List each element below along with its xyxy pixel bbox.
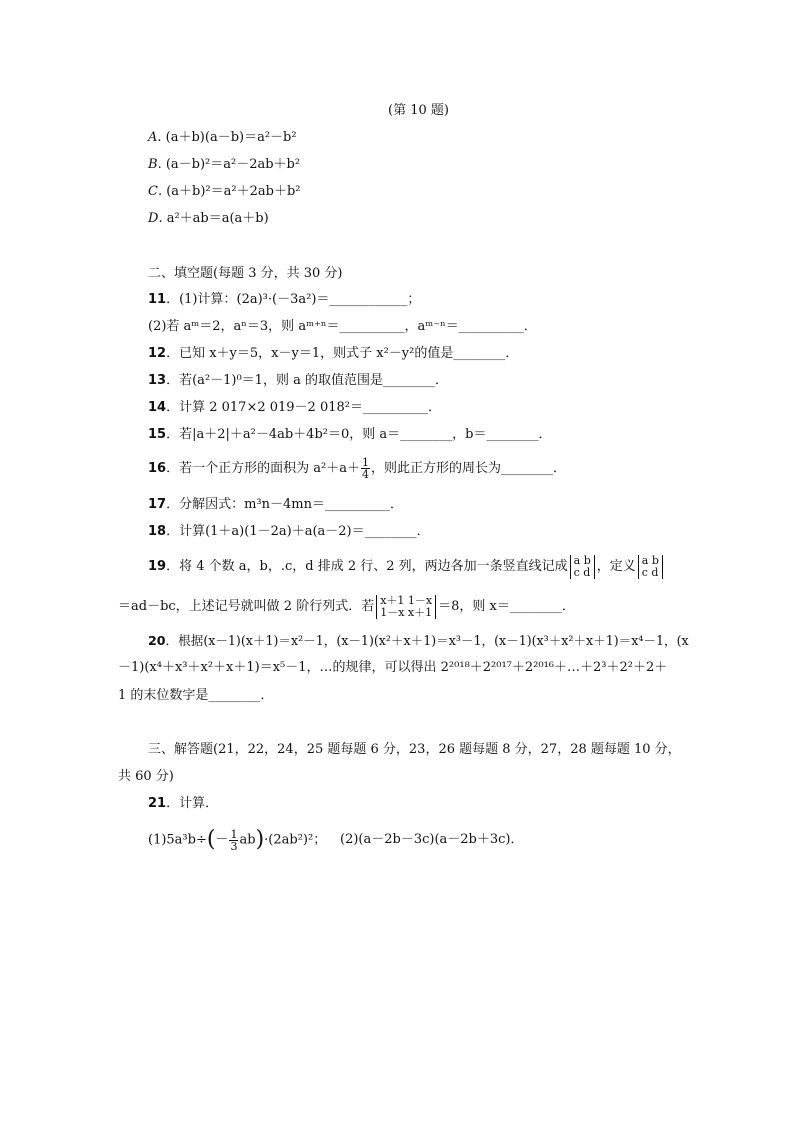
fraction-numerator: 1 <box>361 456 369 469</box>
question-21 <box>148 796 218 812</box>
option-text: . (a＋b)(a－b)＝a²－b² <box>157 130 297 145</box>
question-number: 15 <box>148 427 167 442</box>
right-paren: ) <box>255 827 265 852</box>
question-11-part2: (2)若 aᵐ＝2，aⁿ＝3，则 aᵐ⁺ⁿ＝__________，aᵐ⁻ⁿ＝__________． <box>148 319 537 334</box>
question-14 <box>148 400 441 416</box>
expression-inner-pre: － <box>215 832 229 848</box>
det-row-2: 1－x x＋1 <box>380 605 433 619</box>
question-text: ．计算． <box>166 796 219 811</box>
question-number: 13 <box>148 373 167 388</box>
question-text: ．若|a＋2|＋a²－4ab＋4b²＝0，则 a＝________，b＝________． <box>166 427 552 442</box>
question-number: 16 <box>148 461 167 476</box>
question-20 <box>148 633 689 649</box>
question-15 <box>148 427 551 443</box>
option-a <box>148 130 297 146</box>
section-answer-heading-line2: 共 60 分) <box>118 769 174 784</box>
question-text: ．分解因式：m³n－4mn＝__________． <box>166 497 403 512</box>
option-label: C <box>148 184 158 199</box>
question-17 <box>148 497 403 513</box>
determinant-definition <box>638 555 663 579</box>
determinant-notation <box>570 555 595 579</box>
question-number: 11 <box>148 292 167 307</box>
option-c <box>148 184 300 200</box>
determinant-equation <box>376 595 436 619</box>
question-text: ．已知 x＋y＝5，x－y＝1，则式子 x²－y²的值是________． <box>166 346 519 361</box>
question-text-pre: ．若一个正方形的面积为 a²＋a＋ <box>166 461 360 476</box>
question-number: 18 <box>148 524 167 539</box>
question-11 <box>148 292 420 308</box>
option-text: . a²＋ab＝a(a＋b) <box>158 211 269 226</box>
question-text: ．计算(1＋a)(1－2a)＋a(a－2)＝________． <box>166 524 430 539</box>
det-row-1: x＋1 1－x <box>380 593 433 607</box>
question-18 <box>148 524 430 540</box>
option-label: D <box>148 211 159 226</box>
fraction-denominator: 3 <box>230 839 238 853</box>
left-paren: ( <box>206 827 216 852</box>
option-b <box>148 157 300 173</box>
option-text: . (a＋b)²＝a²＋2ab＋b² <box>157 184 301 199</box>
question-text-pre: ＝ad－bc，上述记号就叫做 2 阶行列式．若 <box>118 599 375 614</box>
question-number: 12 <box>148 346 167 361</box>
fraction <box>229 829 238 852</box>
fraction-denominator: 4 <box>361 468 369 481</box>
question-21-part2: (2)(a－2b－3c)(a－2b＋3c)． <box>340 832 524 847</box>
question-number: 14 <box>148 400 167 415</box>
question-text-post: ＝8，则 x＝________． <box>438 599 575 614</box>
option-label: A <box>148 130 158 145</box>
expression-inner-post: ab <box>239 832 256 848</box>
option-d <box>148 211 269 227</box>
question-21-part1 <box>148 824 326 857</box>
det-row-2: c d <box>641 565 659 579</box>
fraction-numerator: 1 <box>230 827 238 841</box>
question-number: 21 <box>148 796 167 811</box>
question-text: ．若(a²－1)⁰＝1，则 a 的取值范围是________． <box>166 373 448 388</box>
question-19 <box>148 552 665 582</box>
det-row-1: a b <box>573 553 591 567</box>
section-fill-blank-heading: 二、填空题(每题 3 分，共 30 分) <box>148 266 343 281</box>
expression-pre: (1)5a³b÷ <box>148 832 207 848</box>
question-number: 20 <box>148 633 166 648</box>
question-text-post: ，则此正方形的周长为________． <box>370 461 566 476</box>
question-16 <box>148 454 566 484</box>
question-number: 19 <box>148 559 167 574</box>
det-row-1: a b <box>641 553 659 567</box>
question-text-pre: ．将 4 个数 a，b，.c，d 排成 2 行、2 列，两边各加一条竖直线记成 <box>166 559 568 574</box>
option-label: B <box>148 157 158 172</box>
question-text: ．计算 2 017×2 019－2 018²＝__________． <box>166 400 441 415</box>
expression-post: ·(2ab²)²； <box>264 832 327 848</box>
option-text: . (a－b)²＝a²－2ab＋b² <box>157 157 301 172</box>
figure-caption: (第 10 题) <box>388 103 449 118</box>
question-19-part2 <box>118 592 575 622</box>
section-answer-heading: 三、解答题(21，22，24，25 题每题 6 分，23，26 题每题 8 分，27，28 题每题 10 分， <box>148 742 681 757</box>
fraction <box>361 457 370 480</box>
question-text-mid: ，定义 <box>596 559 636 574</box>
question-text: ．(1)计算：(2a)³·(－3a²)＝____________； <box>166 292 421 307</box>
question-number: 17 <box>148 497 167 512</box>
question-20-line2: －1)(x⁴＋x³＋x²＋x＋1)＝x⁵－1，…的规律，可以得出 2²⁰¹⁸＋2²⁰¹⁷＋2²⁰¹⁶＋…＋2³＋2²＋2＋ <box>118 660 668 675</box>
question-12 <box>148 346 518 362</box>
det-row-2: c d <box>573 565 591 579</box>
question-13 <box>148 373 448 389</box>
question-text-line1: ．根据(x－1)(x＋1)＝x²－1，(x－1)(x²＋x＋1)＝x³－1，(x－1)(x³＋x²＋x＋1)＝x⁴－1，(x <box>165 633 689 648</box>
question-20-line3: 1 的末位数字是________． <box>118 688 274 703</box>
